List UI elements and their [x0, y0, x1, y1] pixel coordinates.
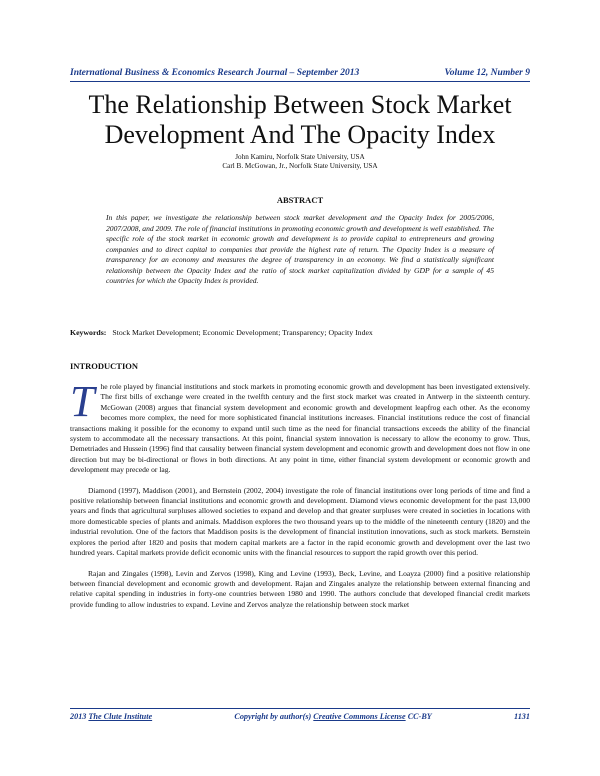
volume-number: Volume 12, Number 9: [444, 68, 530, 78]
body-text: [70, 377, 530, 620]
abstract-heading: ABSTRACT: [276, 195, 324, 205]
copyright-prefix: Copyright by author(s): [234, 712, 312, 721]
paragraph-1: [70, 377, 530, 476]
running-footer: [70, 712, 530, 721]
footer-rule: [70, 708, 530, 709]
license-type: CC-BY: [407, 712, 432, 721]
footer-publisher: [70, 712, 152, 721]
introduction-heading: INTRODUCTION: [70, 361, 139, 371]
author-list: [70, 153, 530, 171]
paragraph-1-text: he role played by financial institutions and stock markets in promoting economic growth and development has been investigated extensively. The first bills of exchange were created in the twelfth century and the first stock market was created in Antwerp in the sixteenth century. McGowan (2008) argues that financial system development and economic growth and development leapfrog each other. As the economy becomes more complex, the need for more sophisticated financial institutions increases. Financial institutions reduce the cost of financial transactions making it possible for the economy to expand until such time as the need for financial transactions exceeds the ability of the financial system to accommodate all the necessary transactions. At this point, financial system innovation is necessary to allow the economy to grow. Thus, Demetriades and Hussein (1996) find that causality between financial system development and economic growth and development does not flow in one direction but may be bi-directional or flows in both directions. At any point in time, either financial system development or economic growth and development may precede or lag.: [70, 382, 530, 475]
drop-cap: T: [70, 377, 95, 426]
page-number: 1131: [514, 712, 530, 721]
license-link[interactable]: Creative Commons License: [313, 712, 406, 721]
abstract-text: In this paper, we investigate the relationship between stock market development and the Opacity Index for 2005/2006, 2007/2008, and 2009. The role of financial institutions in promoting economic growth and development is well established. The specific role of the stock market in economic growth and development is to provide capital to entrepreneurs and growing companies and to direct capital to companies that provide the highest rate of return. The Opacity Index is a measure of transparency for an economy and measures the degree of transparency in an economy. We find a statistically significant relationship between the Opacity Index and the ratio of stock market capitalization divided by GDP for a sample of 45 countries for which the Opacity Index is provided.: [106, 213, 494, 285]
journal-name: International Business & Economics Research Journal – September 2013: [70, 68, 360, 78]
keywords-label: Keywords:: [70, 328, 107, 337]
author-1: John Kamiru, Norfolk State University, USA: [235, 153, 365, 161]
keywords-text: Stock Market Development; Economic Development; Transparency; Opacity Index: [112, 328, 373, 337]
keywords: [70, 328, 530, 337]
publisher-link[interactable]: The Clute Institute: [88, 712, 153, 721]
paragraph-3: Rajan and Zingales (1998), Levin and Zervos (1998), King and Levine (1993), Beck, Levine, and Loayza (2000) find a positive relationship between financial development and economic growth and development. Rajan and Zingales analyze the relationship between external financing and relative capital spending in industries in forty-one countries between 1980 and 1990. The authors conclude that developed financial credit markets provide funding to allow industries to expand. Levine and Zervos analyze the relationship between stock market: [70, 568, 530, 609]
paper-title: The Relationship Between Stock Market Development And The Opacity Index: [88, 90, 512, 149]
author-2: Carl B. McGowan, Jr., Norfolk State University, USA: [222, 162, 378, 170]
running-header: [70, 68, 530, 78]
footer-copyright: [234, 712, 431, 721]
paragraph-2: Diamond (1997), Maddison (2001), and Bernstein (2002, 2004) investigate the role of financial institutions over long periods of time and find a positive relationship between financial institutions and economic growth and development. Diamond views economic development for the past 13,000 years and finds that agricultural surpluses allowed societies to expand and develop and that greater surpluses were created in societies in locations with more domesticable species of plants and animals. Maddison explores the two thousand years up to the middle of the nineteenth century (1820) and the industrial revolution. One of the factors that Maddison posits is the development of financial institution innovations, such as stock markets. Bernstein explores the period after 1820 and posits that modern capital markets are a factor in the rapid economic growth and development over the last two hundred years. Capital markets provide deficit economic units with the financial resources to support the rapid growth over this period.: [70, 485, 530, 558]
header-rule: [70, 81, 530, 82]
footer-year: 2013: [70, 712, 87, 721]
